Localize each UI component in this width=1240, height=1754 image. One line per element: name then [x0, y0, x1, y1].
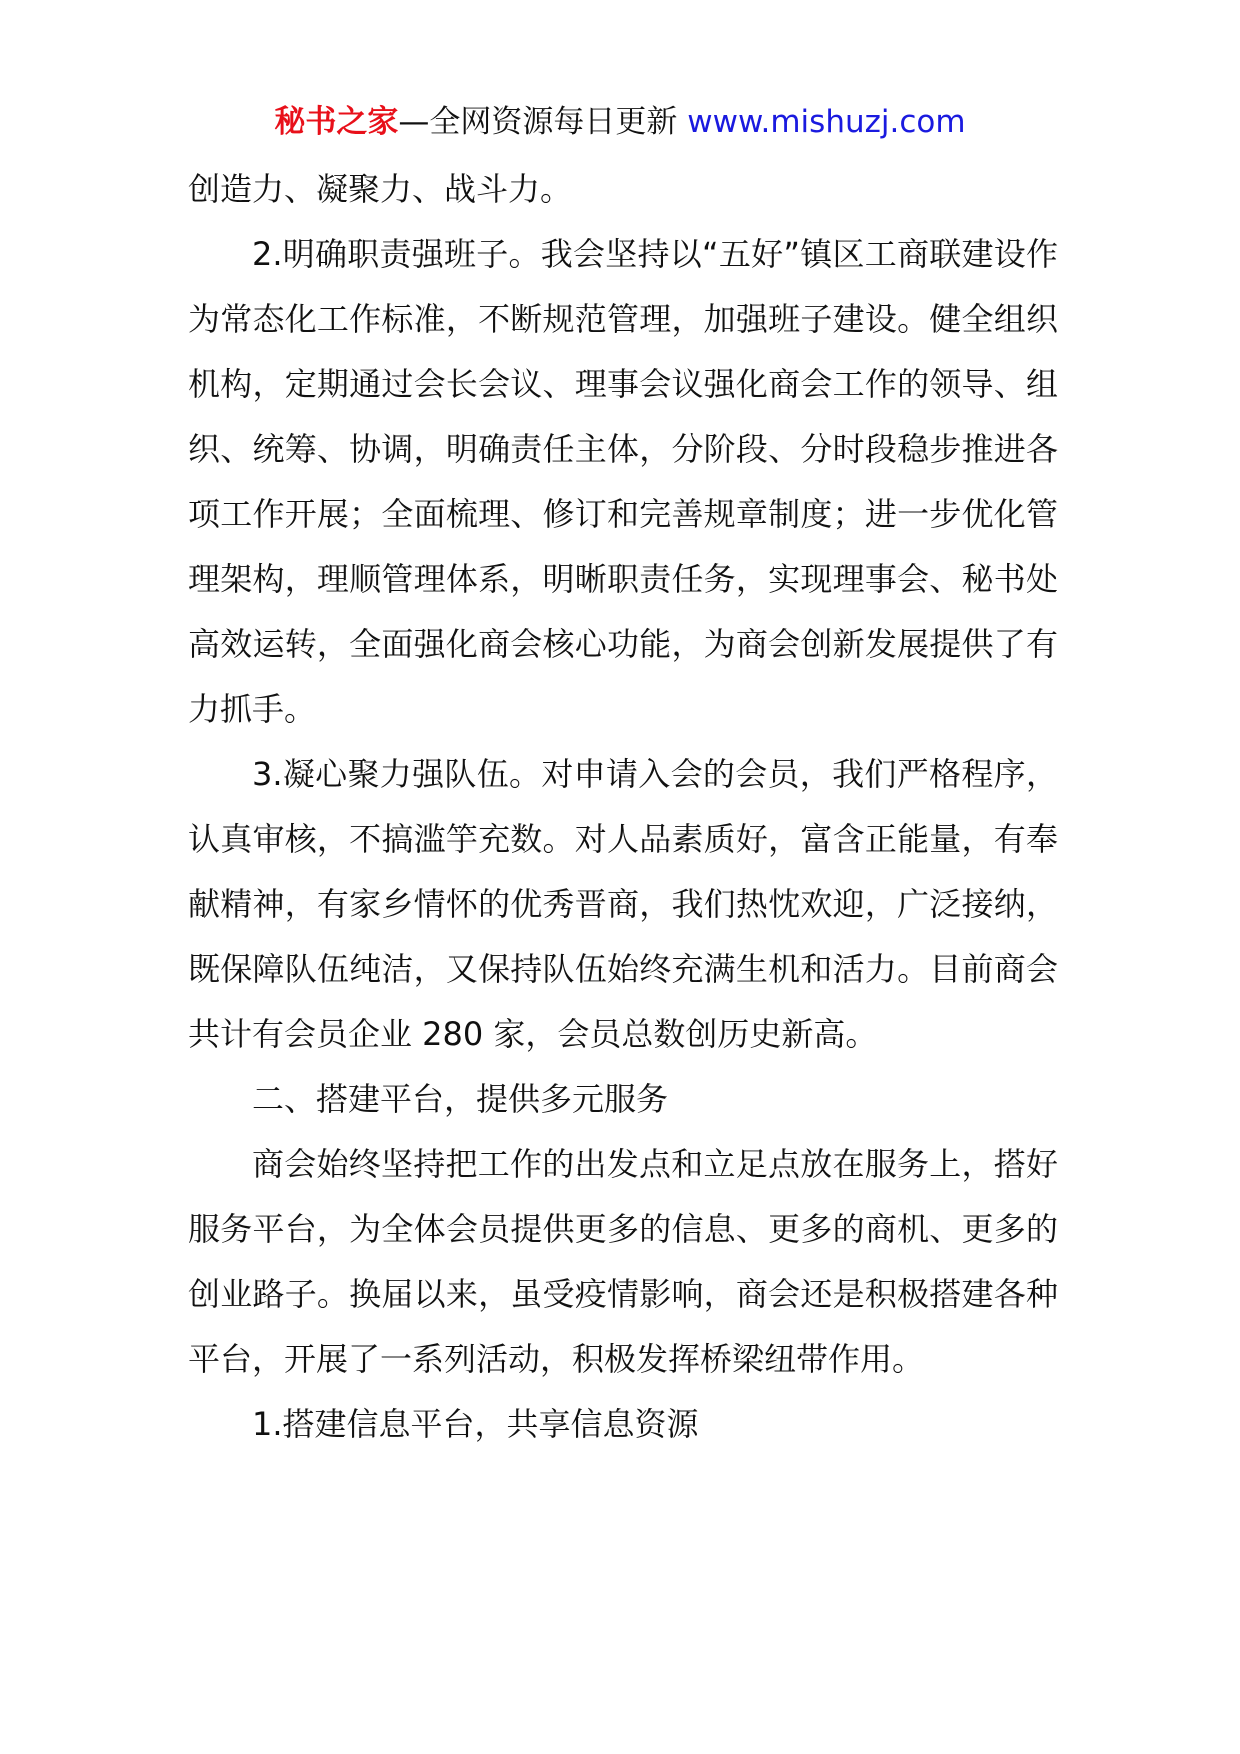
paragraph-continuation: 创造力、凝聚力、战斗力。 [188, 170, 573, 208]
brand-name: 秘书之家 [274, 104, 399, 140]
header-tagline: —全网资源每日更新 [398, 104, 688, 140]
page-header [0, 100, 1240, 144]
document-body [188, 157, 1058, 1457]
paragraph-section-intro: 商会始终坚持把工作的出发点和立足点放在服务上，搭好服务平台，为全体会员提供更多的信息、更多的商机、更多的创业路子。换届以来，虽受疫情影响，商会还是积极搭建各种平台，开展了一系列活动，积极发挥桥梁纽带作用。 [188, 1145, 1058, 1378]
subheading-item-1: 1.搭建信息平台，共享信息资源 [252, 1405, 699, 1443]
paragraph-item-3: 3.凝心聚力强队伍。对申请入会的会员，我们严格程序，认真审核，不搞滥竽充数。对人品素质好，富含正能量，有奉献精神，有家乡情怀的优秀晋商，我们热忱欢迎，广泛接纳，既保障队伍纯洁，又保持队伍始终充满生机和活力。目前商会共计有会员企业 280 家，会员总数创历史新高。 [188, 755, 1058, 1053]
website-link[interactable]: www.mishuzj.com [687, 104, 966, 140]
section-heading: 二、搭建平台，提供多元服务 [252, 1080, 669, 1118]
paragraph-item-2: 2.明确职责强班子。我会坚持以“五好”镇区工商联建设作为常态化工作标准，不断规范管理，加强班子建设。健全组织机构，定期通过会长会议、理事会议强化商会工作的领导、组织、统筹、协调，明确责任主体，分阶段、分时段稳步推进各项工作开展；全面梳理、修订和完善规章制度；进一步优化管理架构，理顺管理体系，明晰职责任务，实现理事会、秘书处高效运转，全面强化商会核心功能，为商会创新发展提供了有力抓手。 [188, 235, 1058, 728]
